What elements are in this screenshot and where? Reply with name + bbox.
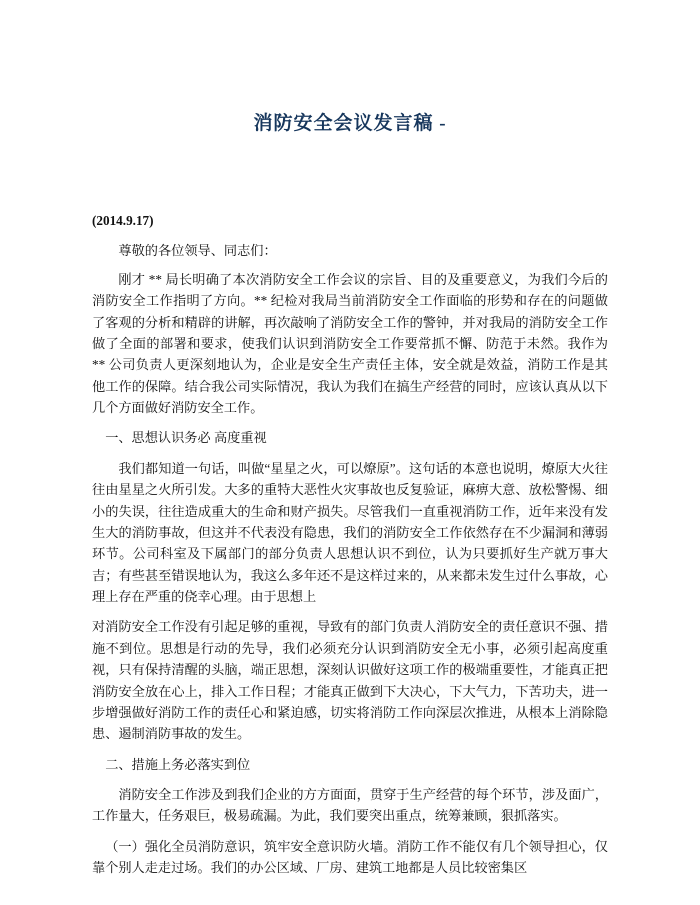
- section-heading-two: 二、措施上务必落实到位: [105, 756, 251, 772]
- paragraph-subsection-one: （一）强化全员消防意识，筑牢安全意识防火墙。消防工作不能仅有几个领导担心，仅靠个别人走走过场。我们的办公区域、厂房、建筑工地都是人员比较密集区: [92, 838, 608, 876]
- paragraph-section-two-body: 消防安全工作涉及到我们企业的方方面面，贯穿于生产经营的每个环节，涉及面广，工作量大，任务艰巨，极易疏漏。为此，我们要突出重点，统筹兼顾，狠抓落实。: [92, 787, 608, 824]
- document-body: [92, 210, 608, 879]
- paragraph-section-one-continued: 对消防安全工作没有引起足够的重视，导致有的部门负责人消防安全的责任意识不强、措施不到位。思想是行动的先导，我们必须充分认识到消防安全无小事，必须引起高度重视，只有保持清醒的头脑，端正思想，深刻认识做好这项工作的极端重要性，才能真正把消防安全放在心上，排入工作日程；才能真正做到下大决心，下大气力，下苦功夫，进一步增强做好消防工作的责任心和紧迫感，切实将消防工作向深层次推进，从根本上消除隐患、遏制消防事故的发生。: [92, 619, 608, 742]
- paragraph-intro: 刚才 ** 局长明确了本次消防安全工作会议的宗旨、目的及重要意义，为我们今后的消防安全工作指明了方向。** 纪检对我局当前消防安全工作面临的形势和存在的问题做了客观的分析和精辟的讲解，再次敲响了消防安全工作的警钟，并对我局的消防安全工作做了全面的部署和要求，使我们认识到消防安全工作要常抓不懈、防范于未然。我作为 ** 公司负责人更深刻地认为，企业是安全生产责任主体，安全就是效益，消防工作是其他工作的保障。结合我公司实际情况，我认为我们在搞生产经营的同时，应该认真从以下几个方面做好消防安全工作。: [92, 271, 608, 415]
- page-title: 消防安全会议发言稿 -: [253, 113, 447, 134]
- paragraph-salutation: 尊敬的各位领导、同志们：: [118, 243, 277, 259]
- document-date: (2014.9.17): [92, 213, 154, 228]
- paragraph-section-one-body: 我们都知道一句话，叫做“星星之火，可以燎原”。这句话的本意也说明，燎原大火往往由星星之火所引发。大多的重特大恶性火灾事故也反复验证，麻痹大意、放松警惕、细小的失误，往往造成重大的生命和财产损失。尽管我们一直重视消防工作，近年来没有发生大的消防事故，但这并不代表没有隐患，我们的消防安全工作依然存在不少漏洞和薄弱环节。公司科室及下属部门的部分负责人思想认识不到位，认为只要抓好生产就万事大吉；有些甚至错误地认为，我这么多年还不是这样过来的，从来都未发生过什么事故，心理上存在严重的侥幸心理。由于思想上: [92, 460, 608, 604]
- section-heading-one: 一、思想认识务必 高度重视: [105, 430, 267, 446]
